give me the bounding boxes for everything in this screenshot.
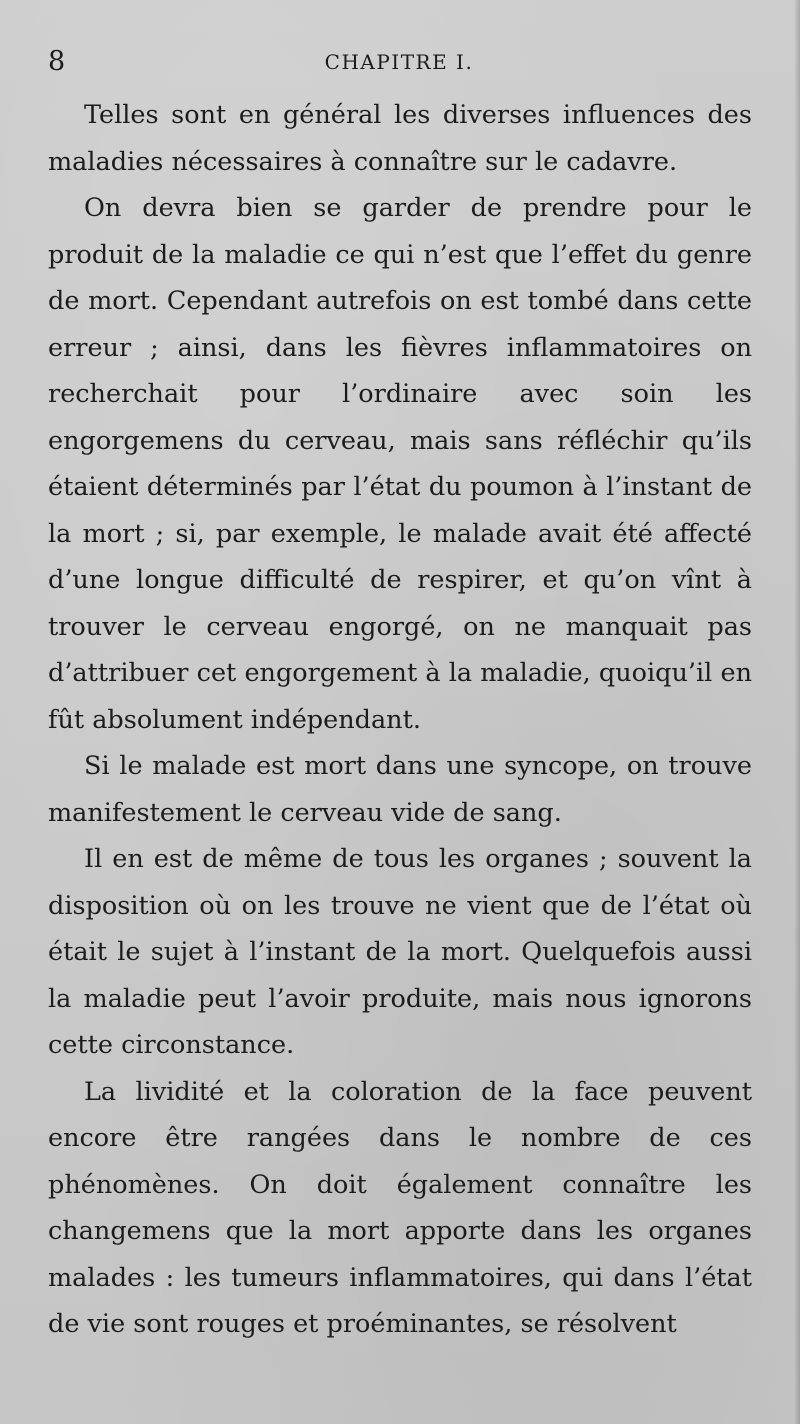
paragraph-syncope: Si le malade est mort dans une syncope, on trouve manifestement le cerveau vide de sang. xyxy=(48,751,752,828)
running-head xyxy=(48,46,750,78)
page-number: 8 xyxy=(48,46,66,77)
paragraph-organes: Il en est de même de tous les organes ; souvent la disposition où on les trouve ne vient que de l’état où était le sujet à l’instant de la mort. Quelquefois aussi la maladie peut l’avoir produite, mais nous ignorons cette circonstance. xyxy=(48,844,752,1060)
chapter-title: CHAPITRE I. xyxy=(324,50,474,74)
paragraph-genre-de-mort: On devra bien se garder de prendre pour le produit de la maladie ce qui n’est que l’effet du genre de mort. Cependant autrefois on est tombé dans cette erreur ; ainsi, dans les fièvres inflammatoires on recherchait pour l’ordinaire avec soin les engorgemens du cerveau, mais sans réfléchir qu’ils étaient déterminés par l’état du poumon à l’instant de la mort ; si, par exemple, le malade avait été affecté d’une longue difficulté de respirer, et qu’on vînt à trouver le cerveau engorgé, on ne manquait pas d’attribuer cet engorgement à la maladie, quoiqu’il en fût absolument indépendant. xyxy=(48,193,752,735)
paragraph-lividite: La lividité et la coloration de la face peuvent encore être rangées dans le nombre de ces phénomènes. On doit également connaître les changemens que la mort apporte dans les organes malades : les tumeurs inflammatoires, qui dans l’état de vie sont rouges et proéminantes, se résolvent xyxy=(48,1076,752,1339)
paragraph-influences: Telles sont en général les diverses influences des maladies nécessaires à connaître sur le cadavre. xyxy=(48,100,752,177)
body-text xyxy=(48,92,752,1348)
